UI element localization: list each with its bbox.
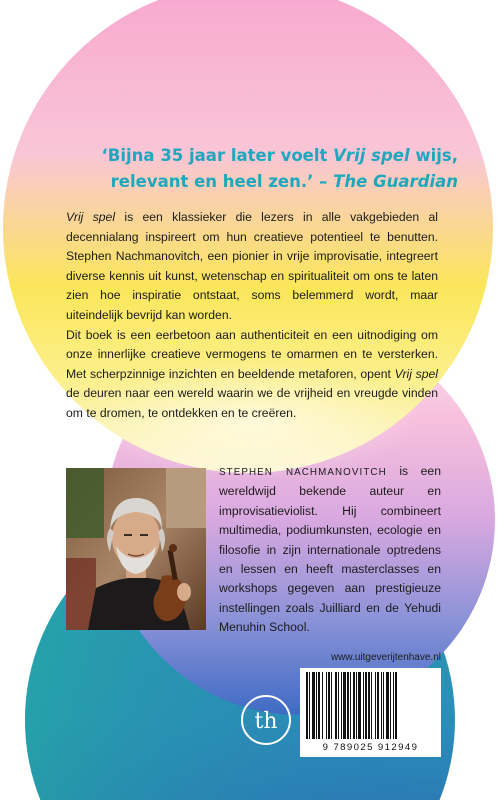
barcode-bar — [347, 672, 349, 739]
author-photo — [66, 468, 206, 630]
barcode-bar — [312, 672, 315, 739]
barcode-bar — [331, 672, 332, 739]
barcode-bar — [377, 672, 379, 739]
barcode-bar — [353, 672, 355, 739]
barcode-bar — [316, 672, 317, 739]
publisher-website: www.uitgeverijtenhave.nl — [330, 652, 441, 663]
barcode-bar — [371, 672, 372, 739]
barcode-bar — [306, 672, 308, 739]
barcode-bar — [393, 672, 394, 739]
barcode — [300, 668, 441, 741]
barcode-bar — [375, 672, 376, 739]
book-description — [66, 208, 438, 424]
barcode-bar — [356, 672, 357, 739]
barcode-bar — [368, 672, 370, 739]
author-bio — [219, 462, 441, 638]
publisher-logo — [240, 694, 292, 746]
isbn-number: 9 789025 912949 — [300, 741, 441, 757]
barcode-bar — [341, 672, 342, 739]
barcode-bar — [395, 672, 397, 739]
barcode-bar — [381, 672, 382, 739]
barcode-bar — [386, 672, 389, 739]
barcode-bar — [338, 672, 339, 739]
quote-line-1: ‘Bijna 35 jaar later voelt Vrij spel wijs, — [101, 146, 458, 165]
barcode-bar — [322, 672, 323, 739]
barcode-bar — [383, 672, 384, 739]
barcode-bar — [326, 672, 327, 739]
barcode-bar — [318, 672, 320, 739]
description-paragraph-2: Dit boek is een eerbetoon aan authenticiteit en een uitnodiging om onze innerlijke creatieve vermogens te omarmen en te versterken. Met scherpzinnige inzichten en beeldende metaforen, opent Vrij spel de deuren naar een wereld waarin we de vrijheid en vreugde vinden om te dromen, te ontdekken en te creëren. — [66, 327, 438, 420]
barcode-bar — [390, 672, 391, 739]
barcode-bar — [350, 672, 351, 739]
author-name: STEPHEN NACHMANOVITCH — [219, 467, 387, 478]
barcode-bar — [328, 672, 330, 739]
author-bio-text: is een wereldwijd bekende auteur en improvisatieviolist. Hij combineert multimedia, podiumkunsten, ecologie en filosofie in zijn internationale optredens en lessen en heeft masterclasses en workshops gegeven aan prestigieuze instellingen zoals Juilliard en de Yehudi Menuhin School. — [219, 464, 441, 635]
barcode-bar — [358, 672, 361, 739]
publisher-logo-text: th — [254, 709, 278, 734]
barcode-bar — [365, 672, 367, 739]
barcode-bar — [309, 672, 310, 739]
barcode-bar — [343, 672, 346, 739]
press-quote — [40, 143, 458, 195]
description-paragraph-1: Vrij spel is een klassieker die lezers in alle vakgebieden al decennialang inspireert om hun creatieve potentieel te benutten. Stephen Nachmanovitch, een pionier in vrije improvisatie, integreert diverse kennis uit kunst, wetenschap en spiritualiteit om ons te laten zien hoe inspiratie ontstaat, soms belemmerd wordt, maar uiteindelijk bevrijd kan worden. — [66, 210, 438, 322]
barcode-bar — [363, 672, 364, 739]
quote-line-2: relevant en heel zen.’ – The Guardian — [110, 172, 458, 191]
barcode-bar — [335, 672, 337, 739]
